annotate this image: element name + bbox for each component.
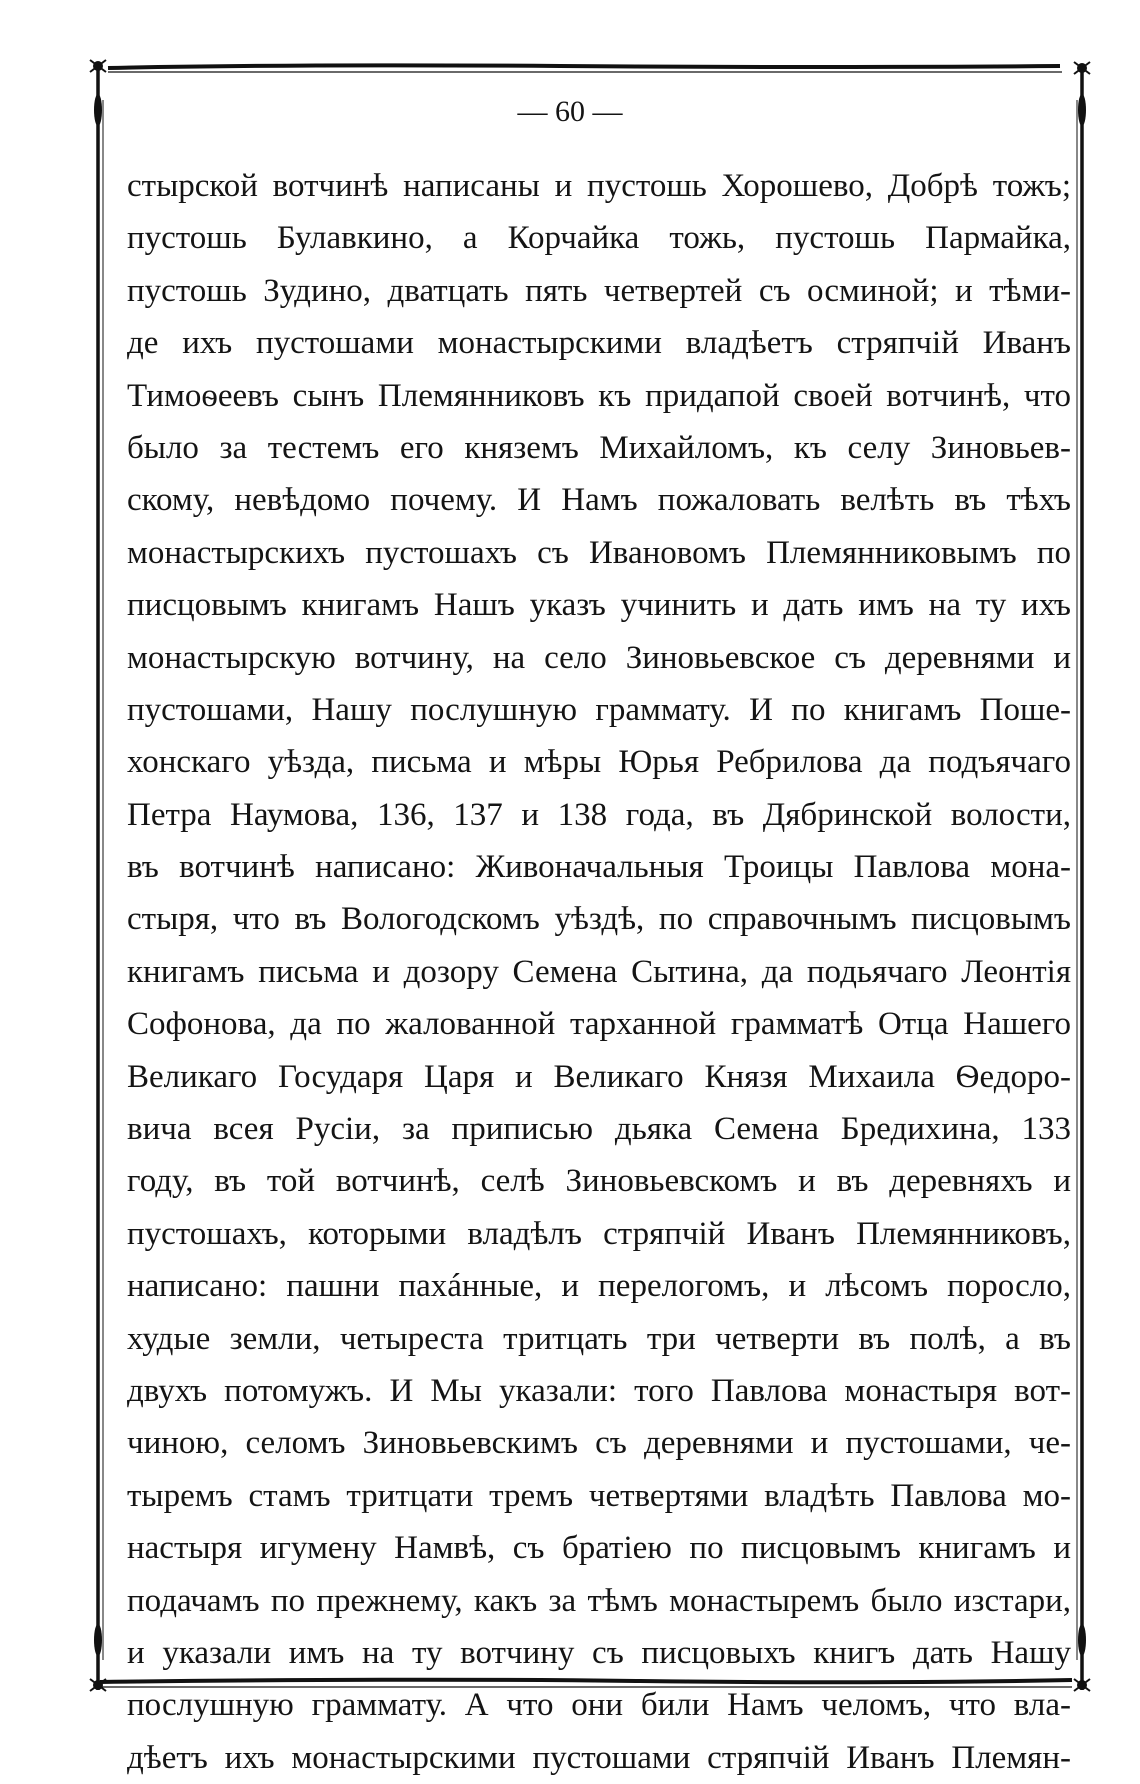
- text-line: Великаго Государя Царя и Великаго Князя Михаила Ѳедоро-: [127, 1058, 1071, 1095]
- text-line: настыря игумену Намвѣ, съ братіею по писцовымъ книгамъ и: [127, 1530, 1071, 1567]
- body-text: [127, 160, 1071, 1784]
- text-line: Петра Наумова, 136, 137 и 138 года, въ Дябринской волости,: [127, 796, 1071, 833]
- text-line: было за тестемъ его княземъ Михайломъ, къ селу Зиновьев-: [127, 429, 1071, 466]
- text-line: въ вотчинѣ написано: Живоначальныя Троицы Павлова мона-: [127, 849, 1071, 886]
- text-line: чиною, селомъ Зиновьевскимъ съ деревнями и пустошами, че-: [127, 1425, 1071, 1462]
- text-line: послушную граммату. А что они били Намъ челомъ, что вла-: [127, 1687, 1071, 1724]
- text-line: году, въ той вотчинѣ, селѣ Зиновьевскомъ и въ деревняхъ и: [127, 1163, 1071, 1200]
- text-line: писцовымъ книгамъ Нашъ указъ учинить и дать имъ на ту ихъ: [127, 587, 1071, 624]
- text-line: стырской вотчинѣ написаны и пустошь Хорошево, Добрѣ тожъ;: [127, 168, 1071, 204]
- text-line: пустошами, Нашу послушную граммату. И по книгамъ Поше-: [127, 691, 1071, 728]
- text-line: написано: пашни пахáнные, и перелогомъ, и лѣсомъ поросло,: [127, 1268, 1071, 1305]
- text-line: пустошь Зудино, дватцать пять четвертей съ осминой; и тѣми-: [127, 272, 1071, 309]
- text-line: подачамъ по прежнему, какъ за тѣмъ монастыремъ было изстари,: [127, 1582, 1071, 1619]
- text-line: Софонова, да по жалованной тарханной грамматѣ Отца Нашего: [127, 1006, 1071, 1043]
- text-line: и указали имъ на ту вотчину съ писцовыхъ книгъ дать Нашу: [127, 1634, 1071, 1671]
- text-line: книгамъ письма и дозору Семена Сытина, да подьячаго Леонтія: [127, 953, 1071, 990]
- text-line: стыря, что въ Вологодскомъ уѣздѣ, по справочнымъ писцовымъ: [127, 901, 1071, 938]
- text-line: тыремъ стамъ тритцати тремъ четвертями владѣть Павлова мо-: [127, 1477, 1071, 1514]
- text-line: монастырскую вотчину, на село Зиновьевское съ деревнями и: [127, 639, 1071, 676]
- page-number: — 60 —: [517, 95, 623, 128]
- text-line: хонскаго уѣзда, письма и мѣры Юрья Ребрилова да подъячаго: [127, 744, 1071, 781]
- text-line: пустошахъ, которыми владѣлъ стряпчій Иванъ Племянниковъ,: [127, 1215, 1071, 1252]
- text-line: монастырскихъ пустошахъ съ Ивановомъ Племянниковымъ по: [127, 534, 1071, 571]
- text-line: дѣетъ ихъ монастырскими пустошами стряпчій Иванъ Племян-: [127, 1739, 1071, 1776]
- text-line: худые земли, четыреста тритцать три четверти въ полѣ, а въ: [127, 1320, 1071, 1357]
- text-line: пустошь Булавкино, а Корчайка тожь, пустошь Пармайка,: [127, 220, 1071, 257]
- text-line: скому, невѣдомо почему. И Намъ пожаловать велѣть въ тѣхъ: [127, 482, 1071, 519]
- text-line: де ихъ пустошами монастырскими владѣетъ стряпчій Иванъ: [127, 325, 1071, 362]
- text-line: вича всея Русіи, за приписью дьяка Семена Бредихина, 133: [127, 1111, 1071, 1148]
- text-line: Тимоѳеевъ сынъ Племянниковъ къ придапой своей вотчинѣ, что: [127, 377, 1071, 414]
- text-line: двухъ потомужъ. И Мы указали: того Павлова монастыря вот-: [127, 1372, 1071, 1409]
